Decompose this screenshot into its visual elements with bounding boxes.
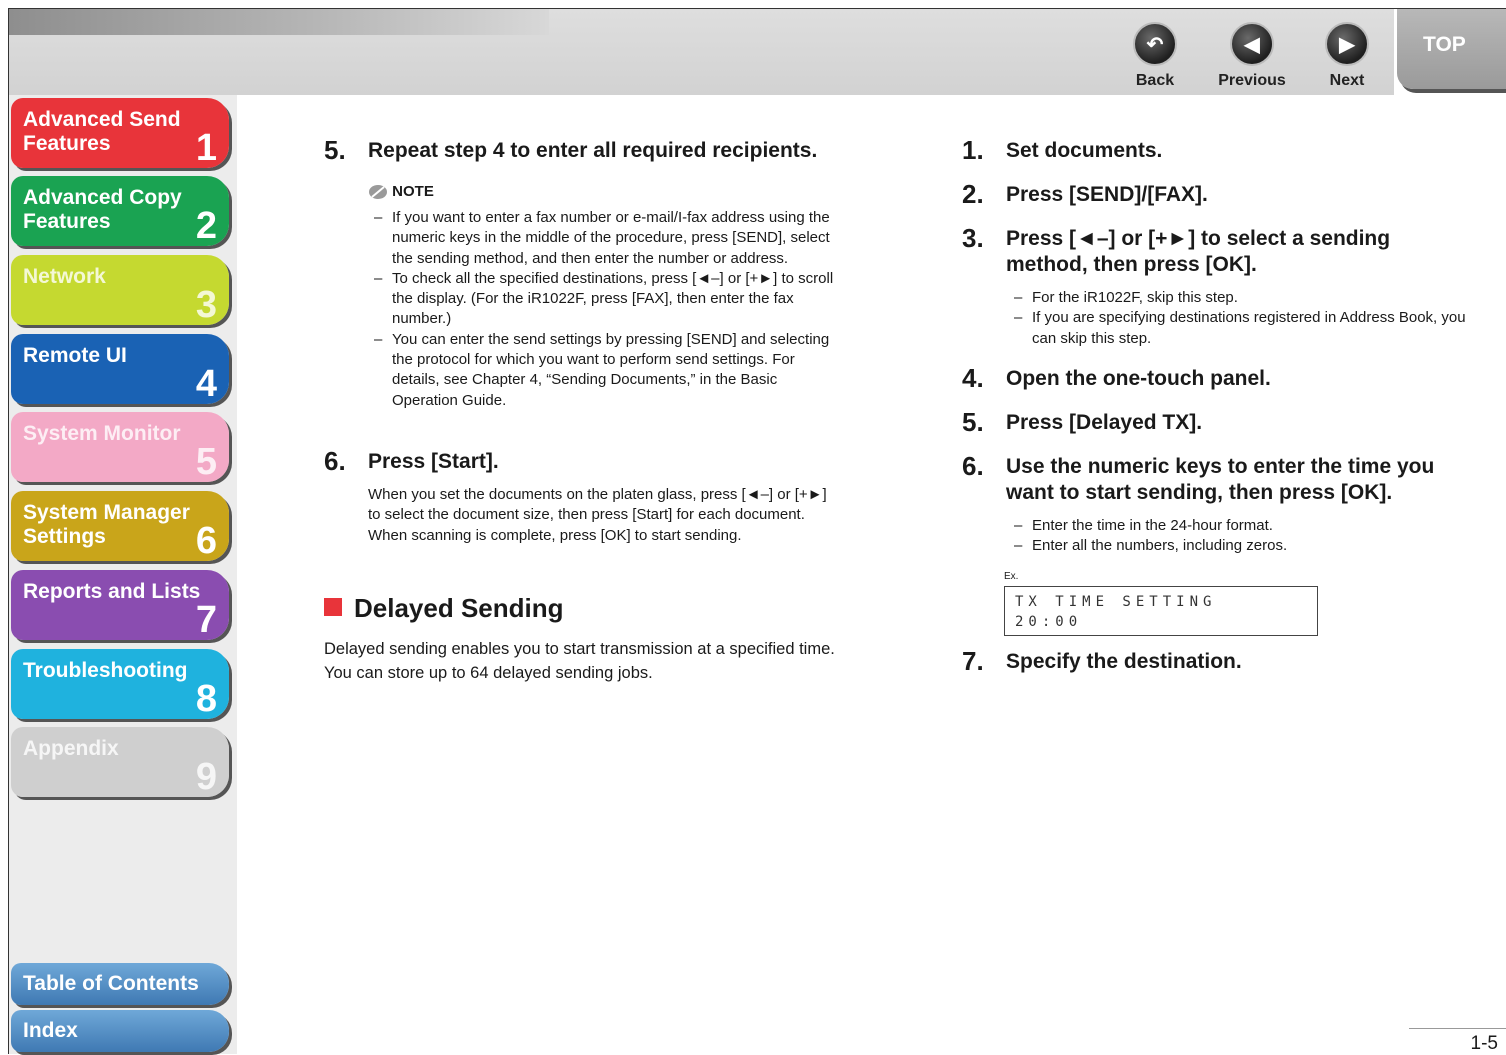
chapter-number: 2 xyxy=(195,205,217,246)
chapter-number: 8 xyxy=(195,678,217,719)
next-arrow-icon: ▶ xyxy=(1325,22,1369,66)
chapter-tab-7[interactable] xyxy=(11,570,229,640)
step-6-notes xyxy=(1012,516,1482,557)
note-header xyxy=(368,183,434,200)
note-list xyxy=(372,208,842,411)
chapter-tab-8[interactable] xyxy=(11,649,229,719)
chapter-number: 6 xyxy=(195,520,217,561)
step-number: 7. xyxy=(962,646,984,676)
section-marker-icon xyxy=(324,598,342,616)
step-number: 1. xyxy=(962,135,984,165)
step-text: Press [SEND]/[FAX]. xyxy=(1006,183,1208,206)
step-text: Set documents. xyxy=(1006,139,1163,162)
chapter-title: Remote UI xyxy=(23,344,127,367)
section-title: Delayed Sending xyxy=(324,593,564,624)
previous-label: Previous xyxy=(1218,72,1286,89)
chapter-title: Network xyxy=(23,265,106,288)
index-label: Index xyxy=(23,1019,78,1042)
chapter-title: Reports and Lists xyxy=(23,580,201,603)
note-item: – To check all the specified destinations, press [◄–] or [+►] to scroll the display. (For the iR1022F, press [FAX], then enter the fax number.) xyxy=(372,269,842,330)
step-number: 2. xyxy=(962,179,984,209)
previous-button[interactable] xyxy=(1212,22,1292,90)
example-label: Ex. xyxy=(1004,571,1019,582)
step-text: Press [◄–] or [+►] to select a sending method, then press [OK]. xyxy=(1006,227,1391,276)
chapter-number: 5 xyxy=(195,441,217,482)
chapter-title: System Monitor xyxy=(23,422,181,445)
chapter-tab-2[interactable] xyxy=(11,176,229,246)
chapter-title: Advanced Copy Features xyxy=(23,186,182,233)
back-button[interactable] xyxy=(1115,22,1195,90)
step-text: Press [Start]. xyxy=(368,450,499,473)
note-item: – You can enter the send settings by pressing [SEND] and selecting the protocol for which you want to perform send settings. For details, see Chapter 4, “Sending Documents,” in the Basic Operation Guide. xyxy=(372,330,842,411)
chapter-tab-5[interactable] xyxy=(11,412,229,482)
chapter-number: 3 xyxy=(195,284,217,325)
pencil-note-icon xyxy=(368,184,388,200)
back-label: Back xyxy=(1135,72,1175,89)
chapter-tab-1[interactable] xyxy=(11,98,229,168)
lcd-display xyxy=(1004,586,1318,636)
chapter-title: Troubleshooting xyxy=(23,659,188,682)
page-number: 1-5 xyxy=(1409,1028,1506,1055)
note-item: – Enter the time in the 24-hour format. xyxy=(1012,516,1482,536)
next-label: Next xyxy=(1329,72,1365,89)
chapter-title: Appendix xyxy=(23,737,119,760)
chapter-tab-6[interactable] xyxy=(11,491,229,561)
note-item: – If you want to enter a fax number or e-mail/I-fax address using the numeric keys in the middle of the procedure, press [SEND], select the sending method, and then enter the number or address. xyxy=(372,208,842,269)
chapter-title: System Manager Settings xyxy=(23,501,190,548)
chapter-tab-3[interactable] xyxy=(11,255,229,325)
step-text: Specify the destination. xyxy=(1006,650,1242,673)
note-item: – For the iR1022F, skip this step. xyxy=(1012,288,1482,308)
step-number: 5. xyxy=(324,135,346,165)
lcd-line-2: 20:00 xyxy=(1015,614,1083,630)
step-text: Repeat step 4 to enter all required recipients. xyxy=(368,139,818,162)
top-button[interactable] xyxy=(1397,9,1506,89)
chapter-number: 4 xyxy=(195,363,217,404)
toolbar-accent-strip xyxy=(9,9,549,35)
chapter-number: 1 xyxy=(195,127,217,168)
section-body: Delayed sending enables you to start transmission at a specified time. You can store up to 64 delayed sending jobs. xyxy=(324,640,835,682)
step-number: 5. xyxy=(962,407,984,437)
step-text: Use the numeric keys to enter the time you want to start sending, then press [OK]. xyxy=(1006,455,1435,504)
back-arrow-icon: ↶ xyxy=(1133,22,1177,66)
chapter-number: 9 xyxy=(195,756,217,797)
step-3-notes xyxy=(1012,288,1482,349)
lcd-line-1: TX TIME SETTING xyxy=(1015,594,1217,610)
previous-arrow-icon: ◀ xyxy=(1230,22,1274,66)
step-6-body: When you set the documents on the platen glass, press [◄–] or [+►] to select the document size, then press [Start] for each document. When scanning is complete, press [OK] to start sending. xyxy=(368,486,827,544)
note-item: – If you are specifying destinations registered in Address Book, you can skip this step. xyxy=(1012,308,1482,349)
chapter-tab-4[interactable] xyxy=(11,334,229,404)
toc-label: Table of Contents xyxy=(23,972,199,995)
step-text: Press [Delayed TX]. xyxy=(1006,411,1203,434)
step-number: 6. xyxy=(324,446,346,476)
chapter-title: Advanced Send Features xyxy=(23,108,181,155)
next-button[interactable] xyxy=(1307,22,1387,90)
step-number: 4. xyxy=(962,363,984,393)
note-item: – Enter all the numbers, including zeros. xyxy=(1012,536,1482,556)
index-button[interactable] xyxy=(11,1010,229,1052)
top-label: TOP xyxy=(1423,33,1466,56)
step-text: Open the one-touch panel. xyxy=(1006,367,1271,390)
table-of-contents-button[interactable] xyxy=(11,963,229,1005)
chapter-tab-9[interactable] xyxy=(11,727,229,797)
chapter-number: 7 xyxy=(195,599,217,640)
step-number: 3. xyxy=(962,223,984,253)
note-label: NOTE xyxy=(392,183,434,200)
step-number: 6. xyxy=(962,451,984,481)
